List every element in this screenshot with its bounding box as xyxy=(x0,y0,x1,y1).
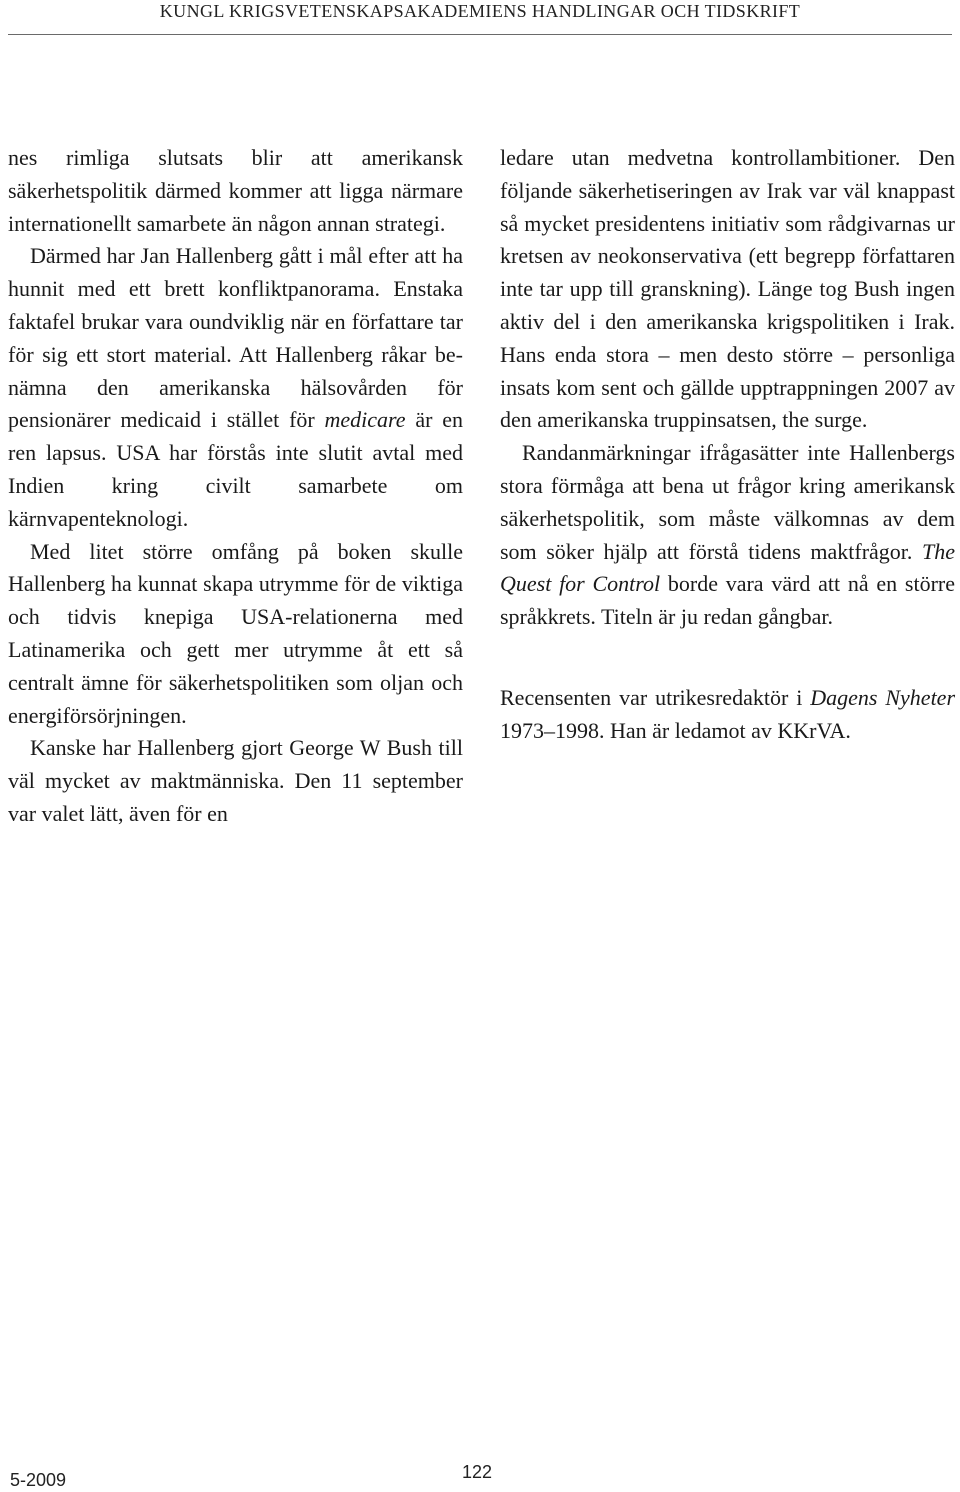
paragraph xyxy=(500,437,955,634)
paragraph-text: Därmed har Jan Hallenberg gått i mål efter att ha hunnit med ett brett konfliktpanorama. Enstaka faktafel brukar vara oundviklig när en författare tar för sig ett stort material. Att Hallenberg råkar benämna den amerikanska hälsovården för pensionärer medicaid i stället för xyxy=(8,243,463,433)
newspaper-name: Dagens Nyheter xyxy=(810,684,956,710)
paragraph-text: ledare utan medvetna kontrollambitioner. Den följande säkerhetiseringen av Irak var väl knappast så mycket presidentens initiativ som rådgivarnas ur kretsen av neokonservativa (ett begrepp författaren inte tar upp till granskning). Länge tog Bush ingen aktiv del i den amerikanska krigspolitiken i Irak. Hans enda stora – men desto större – personliga insats kom sent och gällde upptrappningen 2007 av den amerikanska truppinsatsen, the surge. xyxy=(500,145,955,433)
paragraph xyxy=(8,240,463,535)
page-number: 122 xyxy=(462,1462,493,1482)
spacer xyxy=(500,634,955,682)
issue-label: 5-2009 xyxy=(10,1470,67,1490)
running-header: KUNGL KRIGSVETENSKAPSAKADEMIENS HANDLINGAR OCH TIDSKRIFT xyxy=(159,1,801,21)
paragraph-text: borde vara värd att nå en större språkkrets. Titeln är ju redan gångbar. xyxy=(500,571,955,630)
reviewer-bio xyxy=(500,682,955,748)
bio-text: 1973–1998. Han är ledamot av KKrVA. xyxy=(500,717,851,743)
paragraph-text: är en ren lapsus. USA har förstås inte slutit avtal med Indien kring civilt samarbete om kärnvapenteknologi. xyxy=(8,407,463,531)
paragraph-text: nes rimliga slutsats blir att amerikansk säkerhetspolitik därmed kommer att ligga närmare internationellt samarbete än någon annan strategi. xyxy=(8,145,463,236)
header-rule xyxy=(8,34,952,35)
page-footer xyxy=(0,1462,960,1492)
bio-text: Recensenten var utrikesredaktör i xyxy=(500,684,811,710)
paragraph xyxy=(500,142,955,437)
paragraph-text: Kanske har Hallenberg gjort George W Bush till väl mycket av maktmänniska. Den 11 september var valet lätt, även för en xyxy=(8,735,463,826)
book-title: The Quest for Control xyxy=(500,538,955,597)
paragraph xyxy=(8,732,463,830)
left-column xyxy=(8,142,463,831)
italic-term: medicare xyxy=(324,407,406,433)
paragraph-text: Randanmärkningar ifrågasätter inte Hallenbergs stora förmåga att bena ut frågor kring amerikansk säkerhetspolitik, som måste välkomnas av dem som söker hjälp att förstå tidens maktfrågor. xyxy=(500,440,955,564)
right-column xyxy=(500,142,955,748)
paragraph-text: Med litet större omfång på boken skulle Hallenberg ha kunnat skapa utrymme för de viktiga och tidvis knepiga USA-relationerna med Latinamerika och gett mer utrymme åt ett så centralt ämne för säkerhetspolitiken som oljan och energiförsörjningen. xyxy=(8,538,463,728)
paragraph xyxy=(8,142,463,240)
paragraph xyxy=(8,536,463,733)
